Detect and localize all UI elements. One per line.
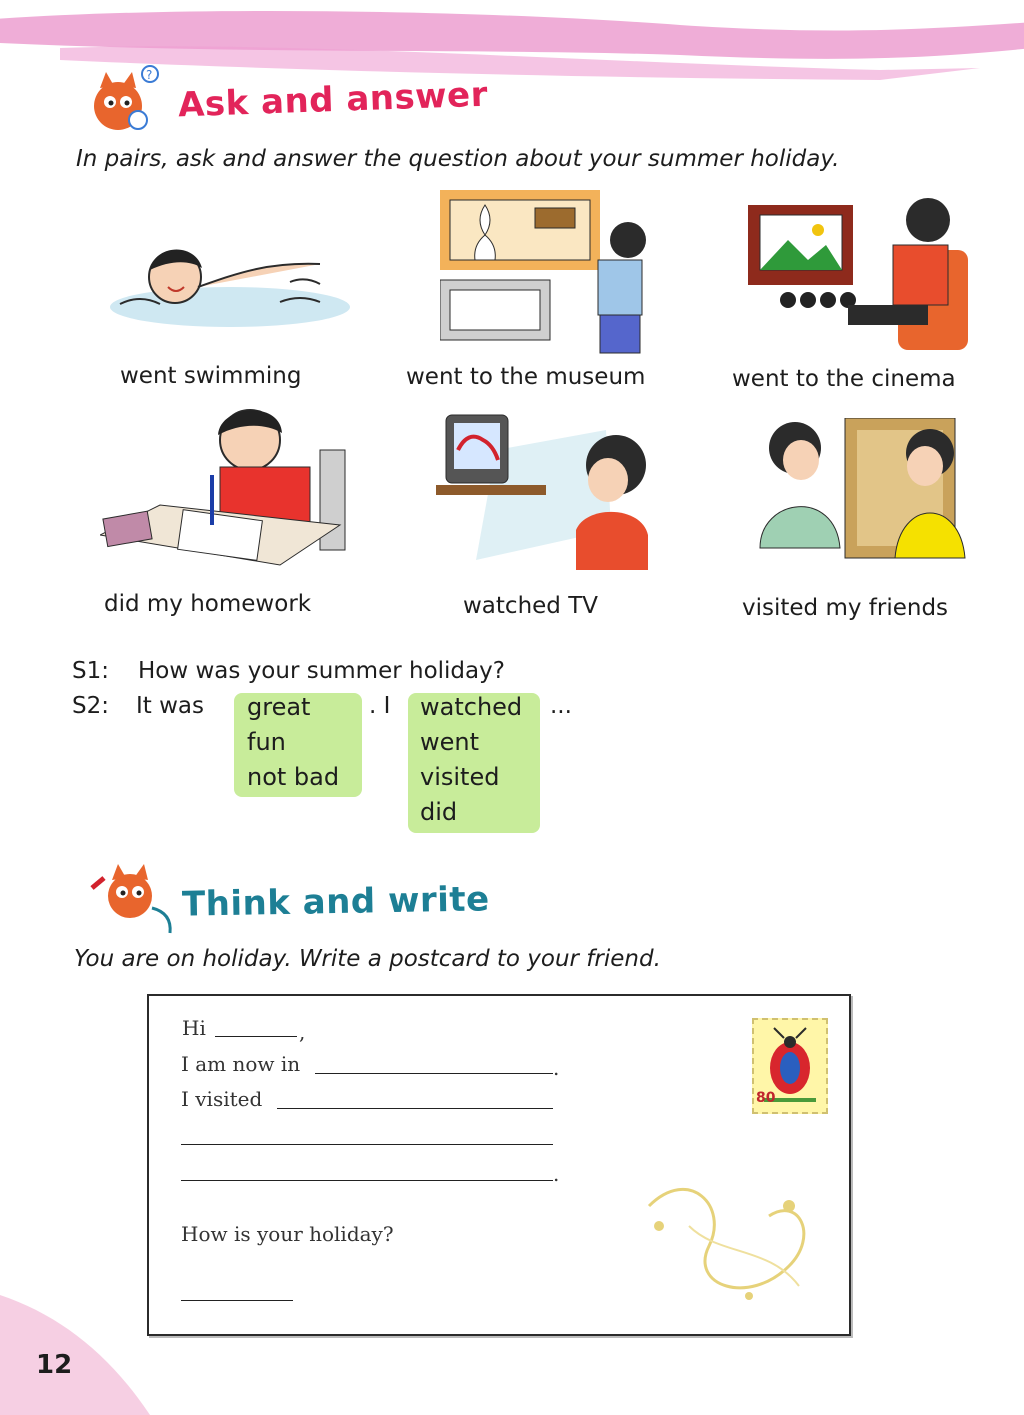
postcard [147,994,851,1336]
page-number: 12 [36,1350,73,1380]
tv-boy-icon [436,410,651,570]
option-visited: visited [420,763,500,791]
postcard-hi: Hi [182,1016,206,1040]
dialogue-s1-label: S1: [72,658,109,684]
option-watched: watched [420,693,523,721]
postcard-line-blank[interactable] [181,1144,553,1145]
postcard-name-blank[interactable] [215,1036,297,1037]
stamp [752,1018,828,1114]
option-great: great [247,693,311,721]
postcard-location-blank[interactable] [315,1073,553,1074]
think-section-title: Think and write [181,879,491,925]
option-did: did [420,798,458,826]
homework-boy-icon [100,405,350,570]
option-not-bad: not bad [247,763,340,791]
option-went: went [420,728,480,756]
stamp-value: 80 [756,1090,776,1106]
cat-writing-mascot-icon [82,858,182,938]
write-instruction: You are on holiday. Write a postcard to your friend. [74,946,661,972]
friends-visit-icon [735,418,975,568]
pink-corner-decoration [0,1275,170,1415]
postcard-comma: , [299,1020,306,1044]
postcard-period: . [553,1056,560,1080]
caption-visited-friends: visited my friends [742,595,949,621]
swimming-boy-icon [100,232,355,337]
cat-mascot-icon [78,64,168,136]
floral-flourish-icon [629,1166,839,1316]
postcard-visited-blank[interactable] [277,1108,553,1109]
dialogue-s2-label: S2: [72,693,109,719]
postcard-question: How is your holiday? [181,1222,394,1246]
caption-went-to-museum: went to the museum [406,364,646,390]
caption-went-to-cinema: went to the cinema [732,366,956,392]
option-fun: fun [247,728,286,756]
caption-watched-tv: watched TV [463,593,598,619]
postcard-line-blank[interactable] [181,1180,553,1181]
ask-instruction: In pairs, ask and answer the question about your summer holiday. [76,146,840,172]
dialogue-s2-text: It was [136,693,205,719]
dialogue-s1-question: How was your summer holiday? [138,658,505,684]
cinema-boy-icon [748,190,976,355]
caption-went-swimming: went swimming [120,363,302,389]
museum-boy-icon [440,190,648,355]
dialogue-separator: . I [369,693,391,719]
ask-section-title: Ask and answer [177,74,489,126]
postcard-signoff-blank[interactable] [181,1300,293,1301]
dialogue-ellipsis: ... [550,693,572,719]
postcard-period: . [553,1162,560,1186]
svg-text:?: ? [146,68,153,82]
postcard-now-in: I am now in [181,1052,301,1076]
postcard-visited: I visited [181,1087,263,1111]
caption-did-homework: did my homework [104,591,312,617]
